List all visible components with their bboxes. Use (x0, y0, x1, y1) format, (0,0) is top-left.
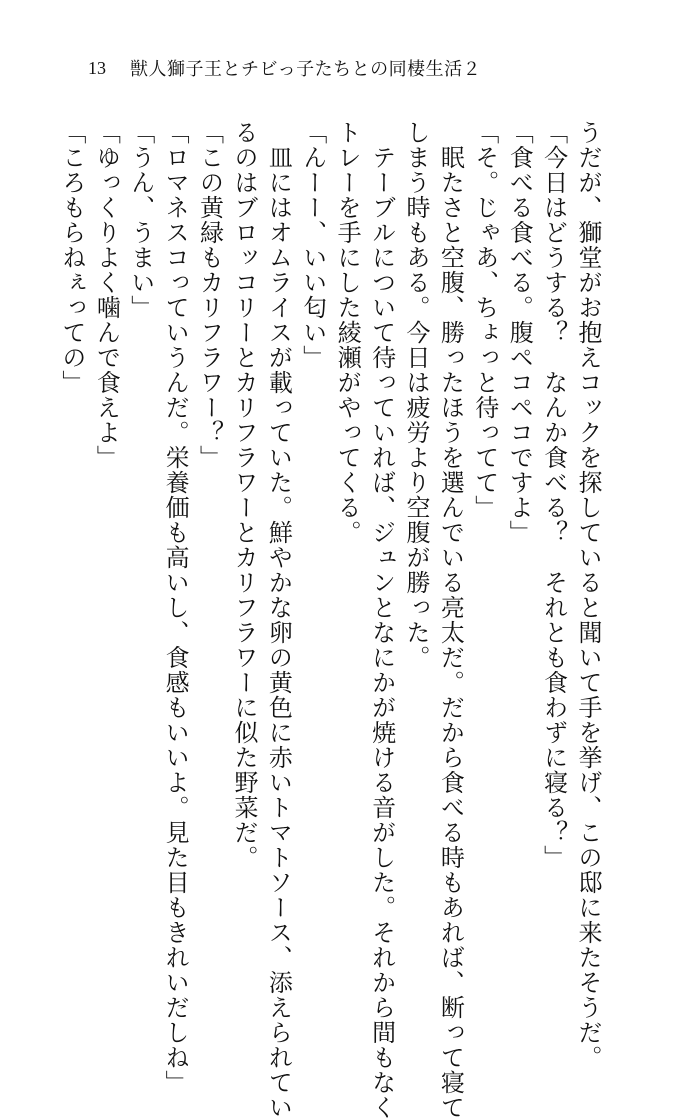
body-text (55, 120, 606, 1120)
text-line: 眠たさと空腹、勝ったほうを選んでいる亮太だ。だから食べる時もあれば、断って寝て (436, 120, 465, 1120)
text-line: 「食べる食べる。腹ペコペコですよ」 (505, 120, 534, 545)
running-header (88, 48, 481, 88)
text-line: 「ころもらねぇっての」 (57, 120, 86, 395)
text-line: 「この黄緑もカリフラワー？」 (195, 120, 224, 470)
text-line: 「んーー、いい匂い」 (298, 120, 327, 370)
page-number: 13 (88, 57, 106, 78)
text-line: うだが、獅堂がお抱えコックを探していると聞いて手を挙げ、この邸に来たそうだ。 (574, 120, 602, 1070)
text-line: 「今日はどうする？ なんか食べる？ それとも食わずに寝る？」 (539, 120, 568, 870)
text-line: 「ゆっくりよく噛んで食えよ」 (92, 120, 121, 470)
text-line: 「そ。じゃあ、ちょっと待ってて」 (470, 120, 499, 520)
text-line: 「うん、うまい」 (126, 120, 155, 320)
book-title: 獣人獅子王とチビっ子たちとの同棲生活２ (130, 59, 482, 80)
text-line: トレーを手にした綾瀬がやってくる。 (333, 120, 362, 545)
text-line: るのはブロッコリーとカリフラワーとカリフラワーに似た野菜だ。 (229, 120, 258, 870)
text-line: 皿にはオムライスが載っていた。鮮やかな卵の黄色に赤いトマトソース、添えられてい (264, 120, 293, 1120)
text-line: しまう時もある。今日は疲労より空腹が勝った。 (401, 120, 430, 670)
text-line: テーブルについて待っていれば、ジュンとなにかが焼ける音がした。それから間もなく (367, 120, 396, 1120)
text-line: 「ロマネスコっていうんだ。栄養価も高いし、食感もいいよ。見た目もきれいだしね」 (161, 120, 190, 1095)
